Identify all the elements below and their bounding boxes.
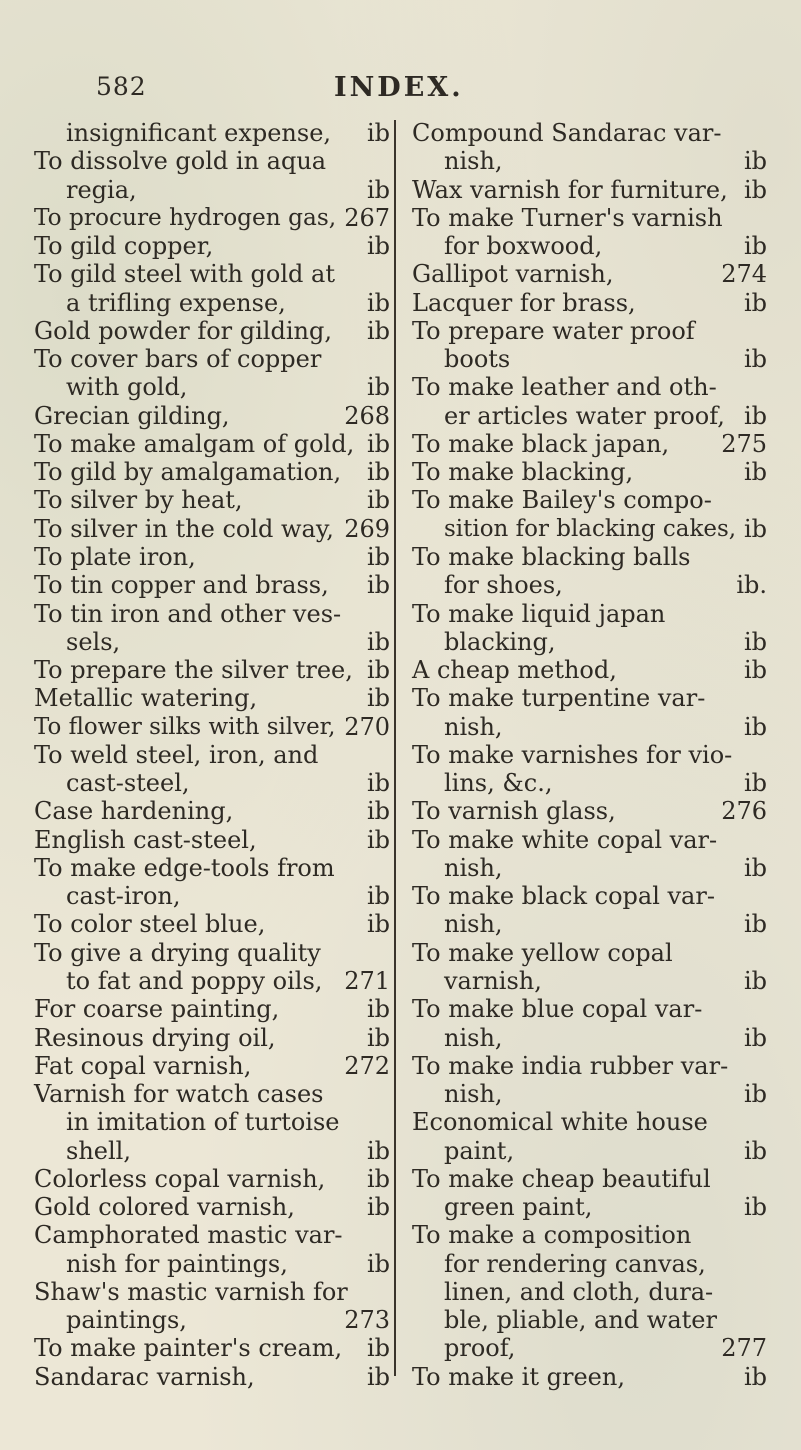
index-entry (26, 1192, 390, 1220)
entry-text: To make leather and oth- (412, 373, 717, 402)
index-entry (404, 570, 767, 598)
entry-page-ref: 267 (344, 203, 390, 232)
index-entry (26, 853, 390, 881)
entry-text: To make painter's cream, (34, 1334, 343, 1363)
entry-page-ref: 277 (721, 1334, 767, 1363)
entry-text: To make varnishes for vio- (412, 740, 733, 769)
index-entry (26, 1249, 390, 1277)
entry-page-ref: ib (366, 1334, 390, 1363)
index-entry (26, 1277, 390, 1305)
entry-text: To make black copal var- (412, 882, 715, 911)
entry-text: To gild by amalgamation, (34, 458, 342, 487)
index-entry (26, 1333, 390, 1361)
entry-page-ref: ib (366, 316, 390, 345)
entry-page-ref: ib (743, 458, 767, 487)
index-entry (26, 316, 390, 344)
index-entry (404, 1305, 767, 1333)
entry-page-ref: ib (366, 1164, 390, 1193)
index-entry (404, 1164, 767, 1192)
index-entry (404, 231, 767, 259)
entry-text: To prepare the silver tree, (34, 656, 353, 685)
entry-page-ref: ib (366, 1193, 390, 1222)
entry-text: Gallipot varnish, (412, 260, 614, 289)
index-entry (26, 938, 390, 966)
entry-text: lins, &c., (444, 769, 553, 798)
entry-page-ref: ib (743, 966, 767, 995)
entry-page-ref: ib (743, 769, 767, 798)
index-entry (404, 485, 767, 513)
index-entry (26, 1136, 390, 1164)
index-entry (26, 740, 390, 768)
index-entry (404, 1333, 767, 1361)
index-entry (404, 683, 767, 711)
entry-page-ref: ib (743, 910, 767, 939)
index-entry (404, 316, 767, 344)
entry-text: Wax varnish for furniture, (412, 175, 728, 204)
entry-text: Case hardening, (34, 797, 234, 826)
entry-text: insignificant expense, (66, 119, 332, 147)
entry-page-ref: ib (366, 684, 390, 713)
right-index-column (404, 118, 767, 1390)
entry-text: A cheap method, (412, 656, 617, 685)
entry-page-ref: ib (366, 429, 390, 458)
entry-text: in imitation of turtoise (66, 1108, 340, 1137)
entry-page-ref: ib (743, 1136, 767, 1165)
index-entry (404, 146, 767, 174)
entry-text: To weld steel, iron, and (34, 740, 319, 769)
entry-text: To tin copper and brass, (34, 571, 329, 600)
index-entry (26, 881, 390, 909)
index-entry (26, 401, 390, 429)
entry-text: To gild copper, (34, 232, 214, 261)
entry-page-ref: ib (743, 712, 767, 741)
index-entry (26, 344, 390, 372)
index-entry (404, 627, 767, 655)
entry-text: ble, pliable, and water (444, 1306, 717, 1335)
entry-page-ref: 269 (344, 514, 390, 543)
entry-page-ref: ib (366, 486, 390, 515)
index-entry (26, 175, 390, 203)
entry-text: nish, (444, 910, 503, 939)
entry-page-ref: ib (366, 542, 390, 571)
entry-text: To make yellow copal (412, 938, 673, 967)
entry-text: a trifling expense, (66, 288, 286, 317)
index-entry (26, 372, 390, 400)
index-entry (26, 712, 390, 740)
index-entry (26, 570, 390, 598)
entry-text: To make blue copal var- (412, 995, 703, 1024)
index-entry (404, 1192, 767, 1220)
entry-page-ref: ib (366, 232, 390, 261)
index-entry (26, 599, 390, 627)
index-entry (26, 627, 390, 655)
index-entry (26, 796, 390, 824)
index-entry (26, 429, 390, 457)
entry-page-ref: ib (366, 882, 390, 911)
entry-text: To make a composition (412, 1221, 692, 1250)
entry-page-ref: ib (366, 119, 390, 147)
index-entry (404, 288, 767, 316)
entry-page-ref: 271 (344, 966, 390, 995)
entry-text: boots (444, 345, 511, 374)
entry-page-ref: ib (743, 175, 767, 204)
entry-page-ref: ib (743, 1080, 767, 1109)
entry-text: Colorless copal varnish, (34, 1164, 326, 1193)
entry-page-ref: ib (743, 345, 767, 374)
index-entry (26, 146, 390, 174)
entry-page-ref: 268 (344, 401, 390, 430)
entry-text: Varnish for watch cases (34, 1080, 324, 1109)
entry-text: To make black japan, (412, 429, 670, 458)
entry-text: Sandarac varnish, (34, 1362, 255, 1391)
entry-text: To make edge-tools from (34, 853, 335, 882)
index-entry (404, 259, 767, 287)
index-entry (26, 825, 390, 853)
index-entry (26, 655, 390, 683)
index-entry (404, 457, 767, 485)
entry-page-ref: ib (743, 1023, 767, 1052)
entry-text: cast-iron, (66, 882, 181, 911)
index-entry (404, 175, 767, 203)
index-entry (26, 1107, 390, 1135)
index-entry (404, 825, 767, 853)
index-entry (26, 457, 390, 485)
entry-text: regia, (66, 175, 137, 204)
index-entry (26, 683, 390, 711)
page-title: INDEX. (334, 72, 464, 103)
entry-page-ref: ib (366, 288, 390, 317)
entry-text: sels, (66, 627, 121, 656)
index-entry (404, 1079, 767, 1107)
entry-text: for boxwood, (444, 232, 603, 261)
index-entry (404, 909, 767, 937)
index-entry (26, 514, 390, 542)
entry-text: to fat and poppy oils, (66, 966, 323, 995)
index-entry (404, 1136, 767, 1164)
entry-text: nish, (444, 712, 503, 741)
entry-text: nish, (444, 853, 503, 882)
entry-text: Lacquer for brass, (412, 288, 636, 317)
page-header (0, 72, 801, 112)
entry-text: for rendering canvas, (444, 1249, 706, 1278)
index-entry (404, 401, 767, 429)
index-entry (404, 994, 767, 1022)
entry-text: nish, (444, 1080, 503, 1109)
entry-text: To tin iron and other ves- (34, 599, 342, 628)
entry-text: To silver by heat, (34, 486, 243, 515)
index-entry (404, 655, 767, 683)
entry-page-ref: ib (743, 656, 767, 685)
column-divider (394, 120, 396, 1376)
index-entry (404, 1023, 767, 1051)
entry-text: To make liquid japan (412, 599, 666, 628)
entry-page-ref: ib (743, 288, 767, 317)
entry-page-ref: ib (743, 514, 767, 543)
entry-text: To prepare water proof (412, 316, 695, 345)
entry-text: For coarse painting, (34, 995, 280, 1024)
index-entry (26, 1220, 390, 1248)
entry-page-ref: ib (743, 1362, 767, 1391)
index-entry (26, 768, 390, 796)
index-entry (26, 1305, 390, 1333)
entry-page-ref: ib (743, 401, 767, 430)
entry-text: linen, and cloth, dura- (444, 1277, 714, 1306)
entry-page-ref: ib (366, 571, 390, 600)
index-entry (404, 372, 767, 400)
index-entry (26, 542, 390, 570)
index-entry (404, 344, 767, 372)
index-entry (404, 118, 767, 146)
entry-page-ref: ib (743, 627, 767, 656)
entry-page-ref: ib (366, 1023, 390, 1052)
entry-text: Gold colored varnish, (34, 1193, 295, 1222)
index-entry (26, 1362, 390, 1390)
entry-text: To make white copal var- (412, 825, 718, 854)
entry-text: cast-steel, (66, 769, 190, 798)
page-number: 582 (96, 72, 147, 101)
entry-text: To dissolve gold in aqua (34, 147, 327, 176)
entry-text: To plate iron, (34, 542, 196, 571)
entry-page-ref: ib. (736, 571, 767, 600)
entry-text: er articles water proof, (444, 401, 725, 430)
entry-text: English cast-steel, (34, 825, 257, 854)
entry-page-ref: ib (743, 853, 767, 882)
index-entry (26, 485, 390, 513)
entry-text: Economical white house (412, 1108, 708, 1137)
index-entry (404, 429, 767, 457)
index-entry (404, 203, 767, 231)
index-entry (404, 542, 767, 570)
entry-page-ref: 273 (344, 1306, 390, 1335)
entry-page-ref: ib (366, 627, 390, 656)
left-index-column (26, 118, 390, 1390)
index-entry (404, 1220, 767, 1248)
index-entry (26, 288, 390, 316)
index-entry (404, 853, 767, 881)
index-entry (26, 203, 390, 231)
index-entry (404, 966, 767, 994)
entry-text: To gild steel with gold at (34, 260, 335, 289)
entry-text: nish for paintings, (66, 1249, 288, 1278)
index-entry (404, 599, 767, 627)
entry-page-ref: ib (366, 910, 390, 939)
index-entry (404, 768, 767, 796)
entry-text: blacking, (444, 627, 556, 656)
entry-text: varnish, (444, 966, 542, 995)
index-entry (404, 938, 767, 966)
entry-text: green paint, (444, 1193, 593, 1222)
entry-text: sition for blacking cakes, (444, 515, 737, 542)
entry-text: To make cheap beautiful (412, 1164, 711, 1193)
entry-text: Compound Sandarac var- (412, 119, 722, 147)
index-entry (404, 1107, 767, 1135)
entry-text: nish, (444, 1023, 503, 1052)
index-entry (404, 1249, 767, 1277)
entry-page-ref: ib (743, 232, 767, 261)
entry-text: To make turpentine var- (412, 684, 706, 713)
index-entry (26, 909, 390, 937)
entry-page-ref: ib (366, 1362, 390, 1391)
entry-text: To make blacking, (412, 458, 634, 487)
index-entry (26, 994, 390, 1022)
entry-text: Grecian gilding, (34, 401, 230, 430)
entry-text: To varnish glass, (412, 797, 616, 826)
entry-text: To make Turner's varnish (412, 203, 723, 232)
entry-page-ref: ib (743, 1193, 767, 1222)
entry-text: paint, (444, 1136, 515, 1165)
entry-page-ref: 270 (344, 712, 390, 741)
entry-text: To color steel blue, (34, 910, 266, 939)
entry-text: To make it green, (412, 1362, 625, 1391)
entry-text: nish, (444, 147, 503, 176)
entry-text: To give a drying quality (34, 938, 321, 967)
entry-page-ref: ib (366, 797, 390, 826)
index-entry (404, 1277, 767, 1305)
index-entry (26, 1079, 390, 1107)
entry-page-ref: ib (366, 1249, 390, 1278)
entry-text: To flower silks with silver, (34, 713, 336, 740)
index-entry (26, 1023, 390, 1051)
entry-page-ref: ib (366, 656, 390, 685)
entry-page-ref: 275 (721, 429, 767, 458)
entry-page-ref: ib (366, 1136, 390, 1165)
entry-text: Camphorated mastic var- (34, 1221, 343, 1250)
index-entry (404, 1051, 767, 1079)
entry-text: Metallic watering, (34, 684, 258, 713)
entry-text: Gold powder for gilding, (34, 316, 332, 345)
entry-text: with gold, (66, 373, 188, 402)
index-entry (404, 740, 767, 768)
entry-page-ref: 274 (721, 260, 767, 289)
entry-text: To make india rubber var- (412, 1051, 729, 1080)
index-entry (26, 231, 390, 259)
entry-text: To make blacking balls (412, 542, 691, 571)
entry-text: To silver in the cold way, (34, 514, 334, 543)
entry-text: To cover bars of copper (34, 345, 322, 374)
entry-page-ref: ib (366, 825, 390, 854)
entry-text: Resinous drying oil, (34, 1023, 276, 1052)
index-entry (26, 966, 390, 994)
index-entry (404, 1362, 767, 1390)
entry-page-ref: ib (366, 458, 390, 487)
index-entry (26, 1051, 390, 1079)
index-entry (26, 259, 390, 287)
entry-text: proof, (444, 1334, 516, 1363)
entry-text: paintings, (66, 1306, 187, 1335)
entry-page-ref: 276 (721, 797, 767, 826)
entry-text: To make amalgam of gold, (34, 429, 355, 458)
entry-page-ref: ib (366, 373, 390, 402)
index-entry (404, 796, 767, 824)
entry-page-ref: ib (366, 995, 390, 1024)
index-entry (404, 881, 767, 909)
entry-page-ref: ib (366, 769, 390, 798)
entry-text: To procure hydrogen gas, (34, 203, 337, 231)
entry-page-ref: ib (366, 175, 390, 204)
index-entry (404, 712, 767, 740)
entry-page-ref: 272 (344, 1051, 390, 1080)
entry-text: Shaw's mastic varnish for (34, 1277, 348, 1306)
index-entry (26, 1164, 390, 1192)
entry-text: shell, (66, 1136, 131, 1165)
entry-page-ref: ib (743, 147, 767, 176)
index-entry (404, 514, 767, 542)
entry-text: for shoes, (444, 571, 563, 600)
index-entry (26, 118, 390, 146)
entry-text: To make Bailey's compo- (412, 486, 712, 515)
entry-text: Fat copal varnish, (34, 1051, 252, 1080)
